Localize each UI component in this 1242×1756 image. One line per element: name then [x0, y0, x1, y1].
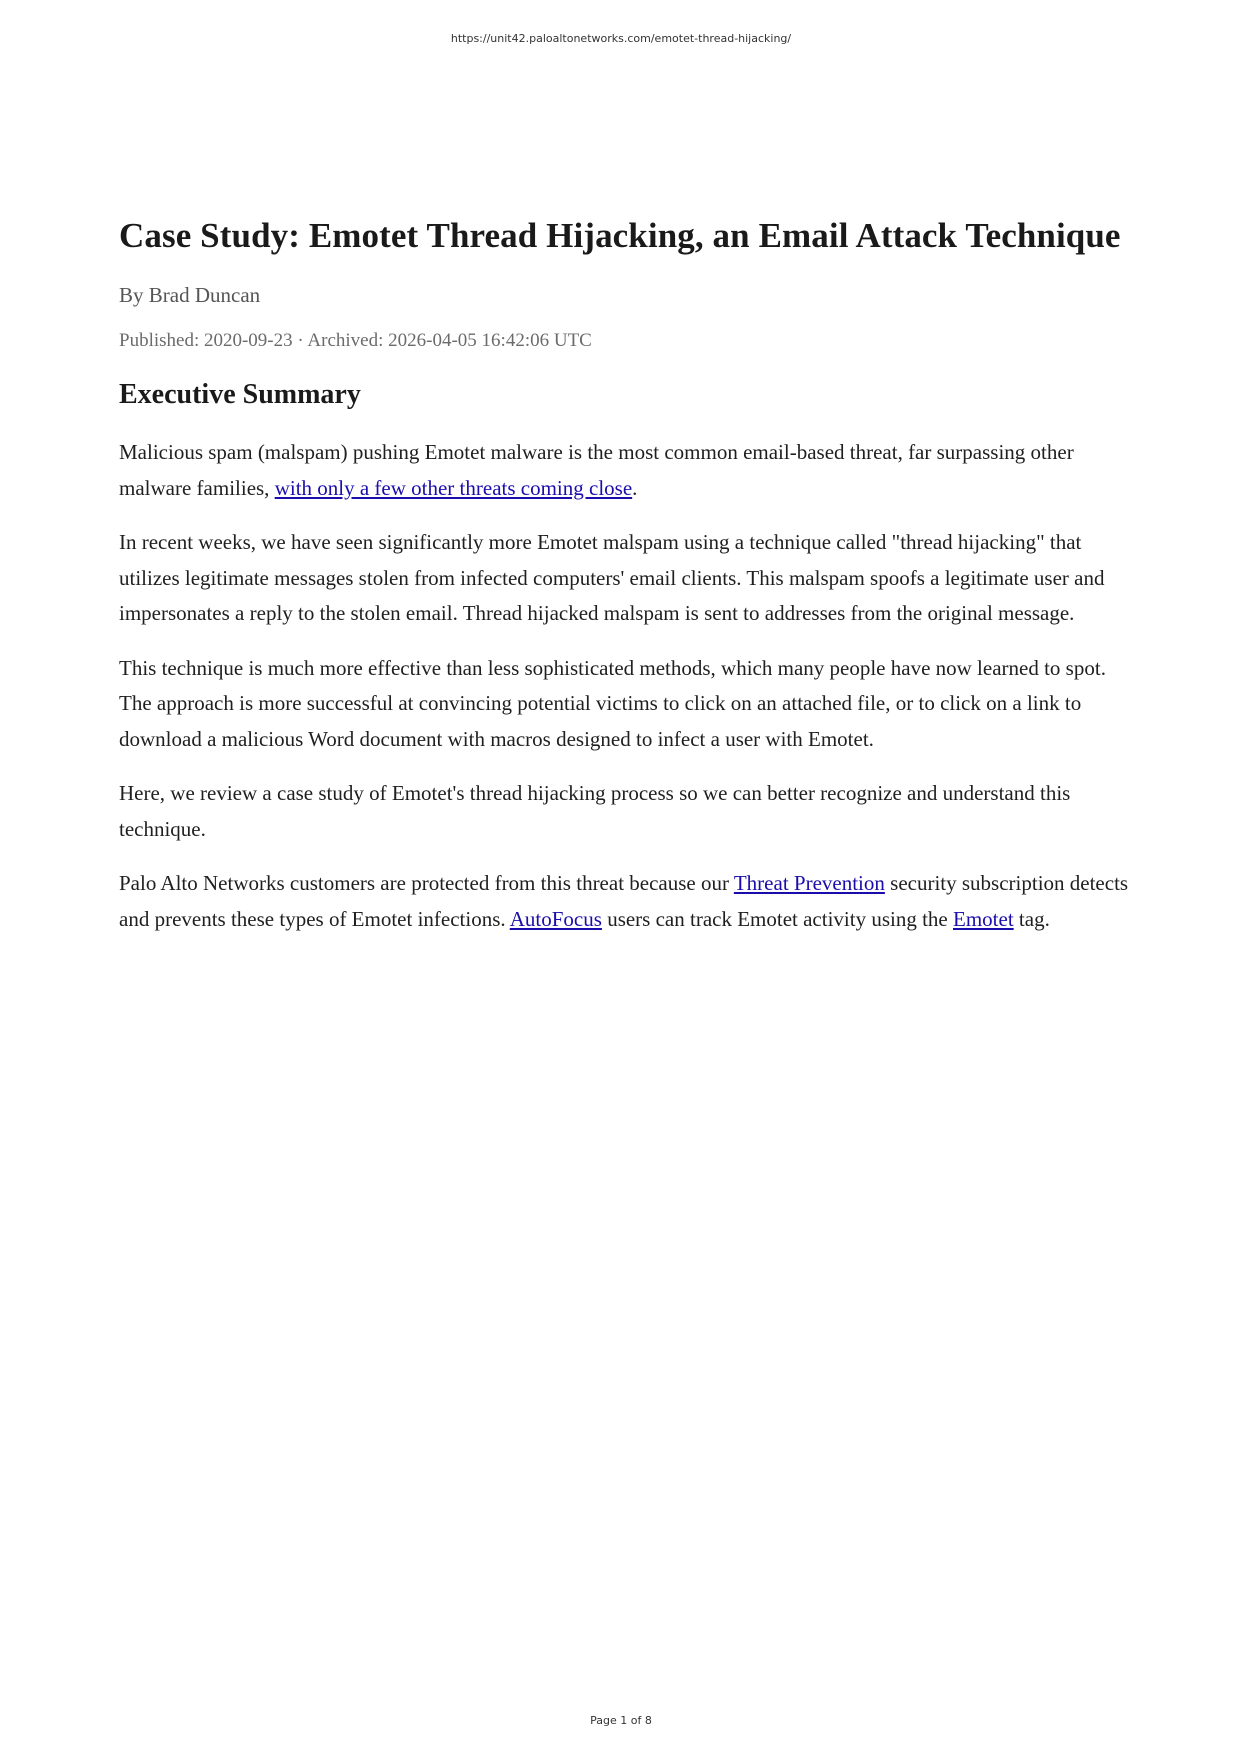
link-threat-prevention[interactable]: Threat Prevention	[733, 871, 885, 895]
paragraph-5	[119, 866, 1129, 937]
article-byline: By Brad Duncan	[119, 283, 261, 307]
paragraph-3: This technique is much more effective than less sophisticated methods, which many people have now learned to spot. The approach is more successful at convincing potential victims to click on an attached file, or to click on a link to download a malicious Word document with macros designed to infect a user with Emotet.	[119, 655, 1106, 751]
paragraph-text: users can track Emotet activity using the	[601, 906, 954, 931]
paragraph-text: Palo Alto Networks customers are protected from this threat because our	[119, 871, 734, 895]
article	[119, 206, 1129, 937]
paragraph-text: Malicious spam (malspam) pushing Emotet malware is the most common email-based threat, far surpassing other malware families,	[119, 440, 1074, 500]
page-url: https://unit42.paloaltonetworks.com/emotet-thread-hijacking/	[450, 32, 792, 45]
paragraph-text: .	[632, 475, 638, 500]
link-other-threats[interactable]: with only a few other threats coming close	[274, 475, 633, 500]
article-meta: Published: 2020-09-23 · Archived: 2026-04-05 16:42:06 UTC	[119, 330, 592, 351]
paragraph-4: Here, we review a case study of Emotet's thread hijacking process so we can better recognize and understand this technique.	[119, 781, 1071, 841]
paragraph-text: tag.	[1013, 906, 1050, 931]
link-emotet-tag[interactable]: Emotet	[953, 906, 1014, 931]
article-title: Case Study: Emotet Thread Hijacking, an Email Attack Technique	[119, 216, 1121, 255]
section-heading: Executive Summary	[119, 379, 361, 410]
paragraph-text: security subscription detects and prevents these types of Emotet infections.	[119, 871, 1129, 931]
paragraph-1	[119, 435, 1129, 506]
paragraph-2: In recent weeks, we have seen significantly more Emotet malspam using a technique called "thread hijacking" that utilizes legitimate messages stolen from infected computers' email clients. This malspam spoofs a legitimate user and impersonates a reply to the stolen email. Thread hijacked malspam is sent to addresses from the original message.	[119, 530, 1105, 625]
page-number: Page 1 of 8	[590, 1714, 652, 1727]
link-autofocus[interactable]: AutoFocus	[509, 906, 602, 931]
